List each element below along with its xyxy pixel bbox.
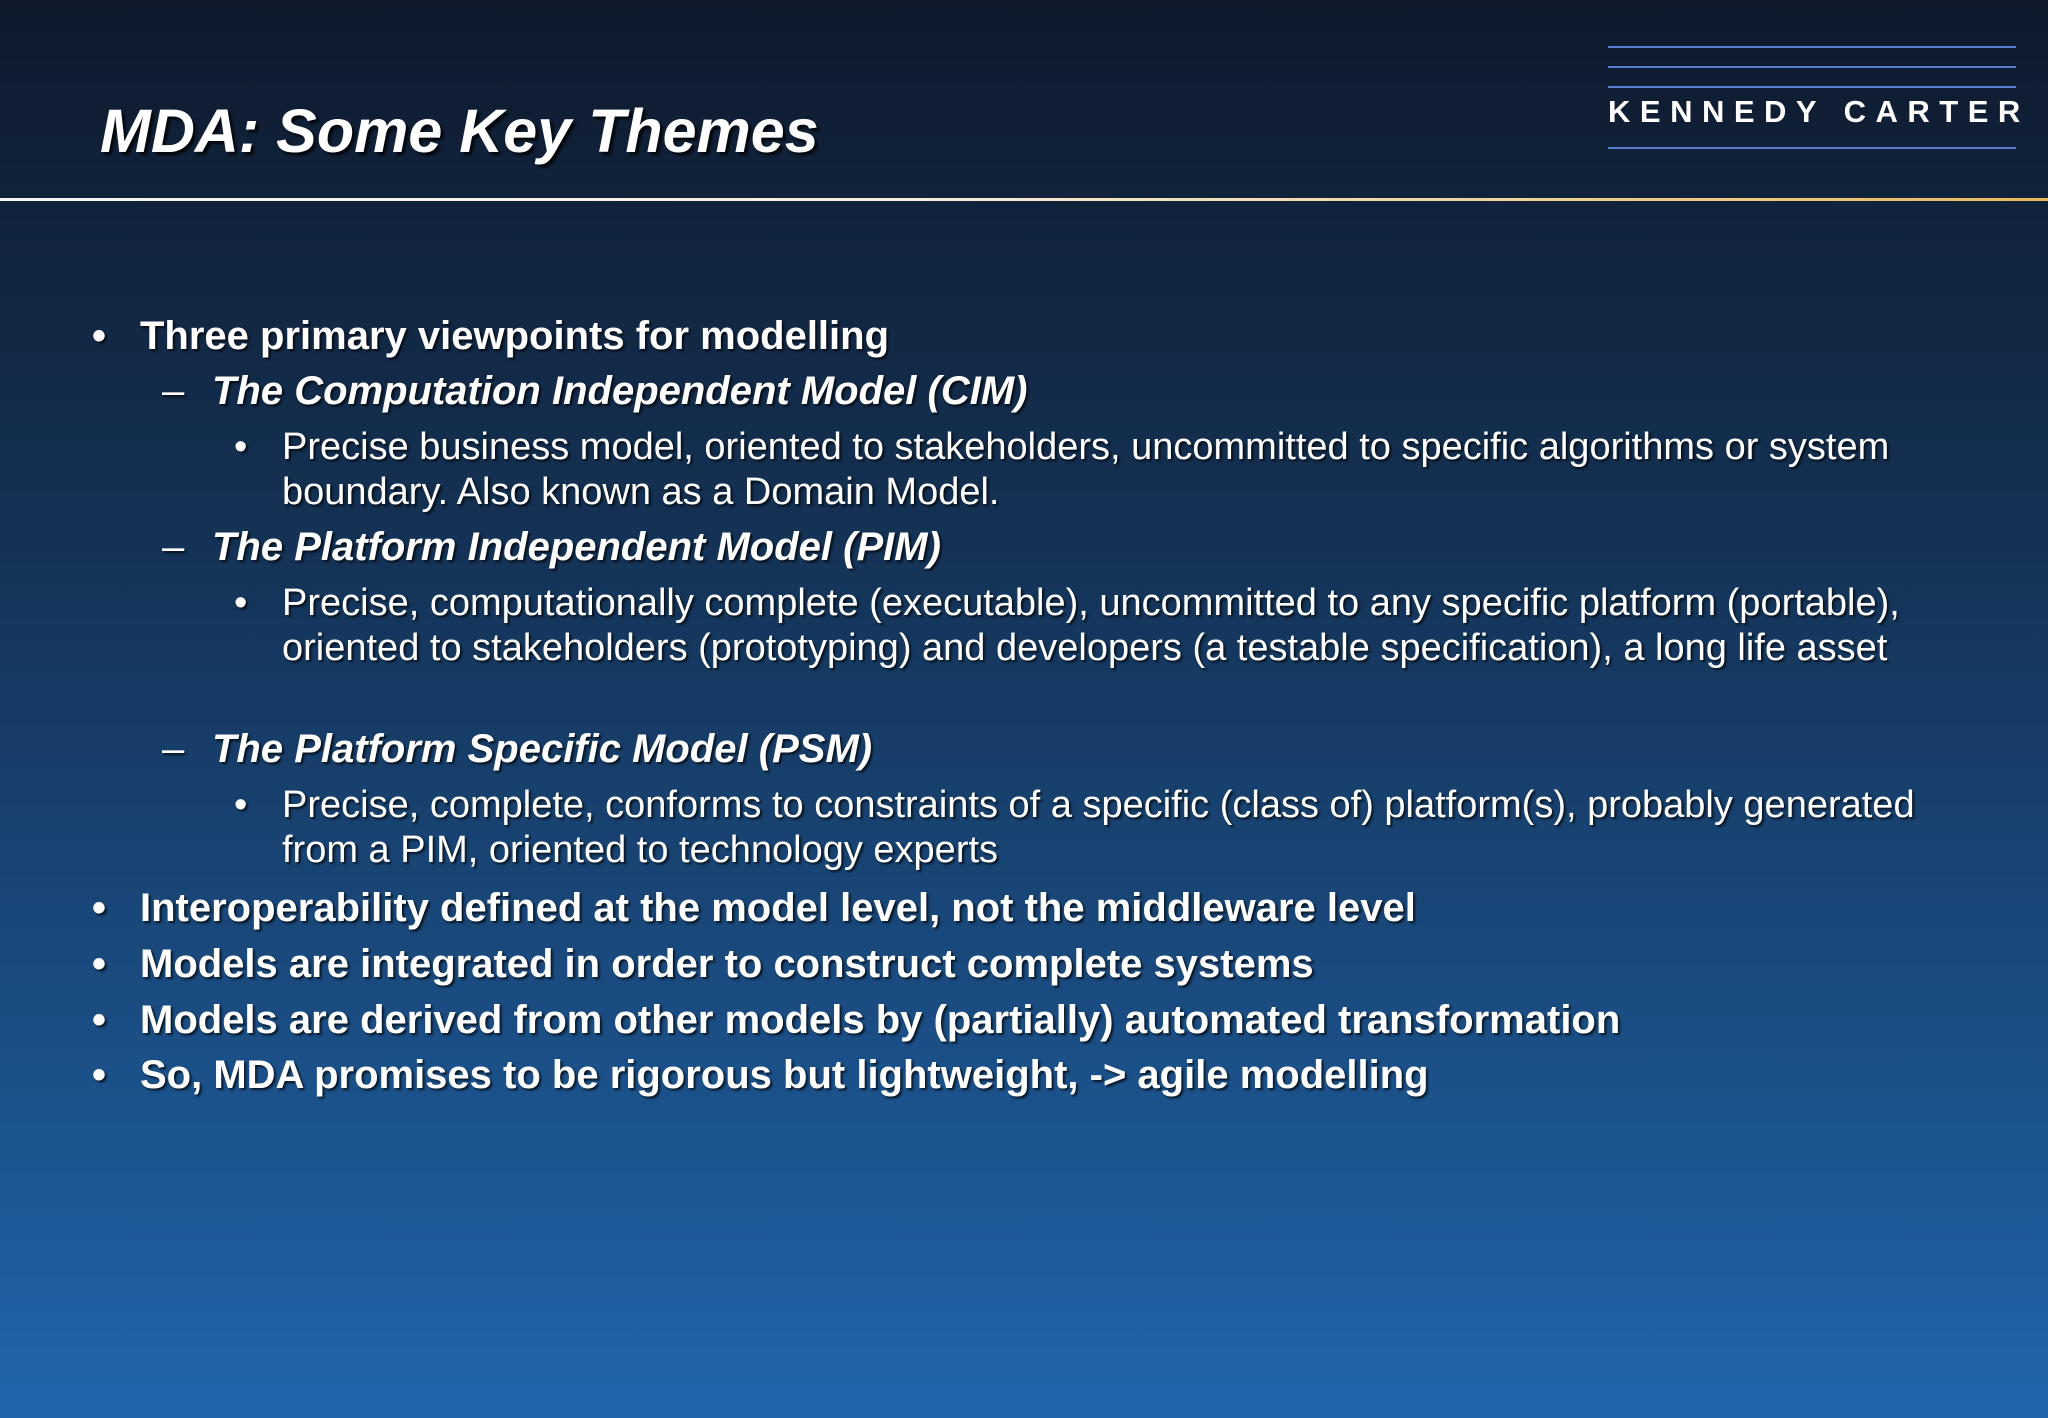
bullet-text: So, MDA promises to be rigorous but lightweight, -> agile modelling	[140, 1053, 1429, 1097]
bullet-marker: •	[92, 314, 107, 358]
bullet-marker: •	[92, 998, 107, 1042]
bullet-text: Interoperability defined at the model level, not the middleware level	[140, 886, 1416, 930]
bullet-item	[92, 1051, 1429, 1099]
title-divider	[0, 198, 2048, 201]
detail-bullet-text: Precise business model, oriented to stakeholders, uncommitted to specific algorithms or system boundary. Also known as a Domain Model.	[282, 426, 1890, 513]
bullet-marker: •	[92, 942, 107, 986]
bullet-item	[92, 312, 889, 360]
bullet-marker: •	[234, 426, 248, 468]
detail-bullet-item	[234, 581, 1974, 671]
kennedy-carter-logo	[1608, 44, 2030, 154]
sub-bullet-text: The Platform Independent Model (PIM)	[212, 525, 941, 569]
bullet-item	[92, 884, 1416, 932]
detail-bullet-text: Precise, complete, conforms to constraints of a specific (class of) platform(s), probably generated from a PIM, oriented to technology experts	[282, 784, 1915, 871]
dash-marker: –	[162, 525, 185, 569]
sub-bullet-text: The Computation Independent Model (CIM)	[212, 369, 1028, 413]
bullet-item	[92, 940, 1314, 988]
bullet-marker: •	[92, 886, 107, 930]
detail-bullet-item	[234, 425, 1974, 515]
detail-bullet-item	[234, 783, 1974, 873]
logo-rule	[1608, 86, 2016, 88]
sub-bullet-item	[162, 725, 872, 773]
dash-marker: –	[162, 369, 185, 413]
bullet-marker: •	[234, 784, 248, 826]
sub-bullet-item	[162, 367, 1027, 415]
sub-bullet-text: The Platform Specific Model (PSM)	[212, 727, 873, 771]
logo-rule	[1608, 46, 2016, 48]
bullet-marker: •	[234, 582, 248, 624]
sub-bullet-item	[162, 523, 941, 571]
logo-text: KENNEDY CARTER	[1608, 94, 2030, 129]
bullet-item	[92, 996, 1620, 1044]
logo-rule	[1608, 147, 2016, 149]
bullet-marker: •	[92, 1053, 107, 1097]
logo-rule	[1608, 66, 2016, 68]
bullet-text: Models are derived from other models by (partially) automated transformation	[140, 998, 1621, 1042]
detail-bullet-text: Precise, computationally complete (executable), uncommitted to any specific platform (portable), oriented to stakeholders (prototyping) and developers (a testable specification), a long life asset	[282, 582, 1900, 669]
dash-marker: –	[162, 727, 185, 771]
slide-title: MDA: Some Key Themes	[100, 97, 819, 165]
bullet-text: Three primary viewpoints for modelling	[140, 314, 890, 358]
bullet-text: Models are integrated in order to construct complete systems	[140, 942, 1314, 986]
